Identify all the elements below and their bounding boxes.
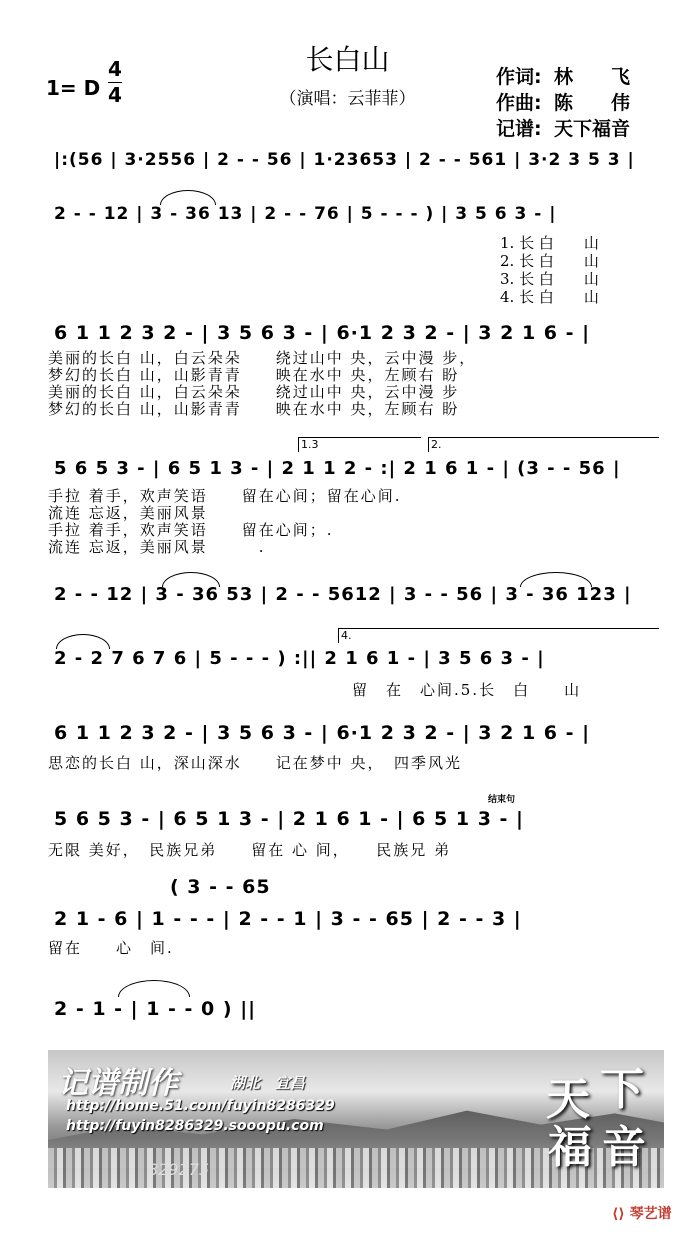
volta-1-3: 1.3 xyxy=(298,437,421,452)
score-row-10: 2 - 1 - | 1 - - 0 ) || xyxy=(54,998,257,1020)
score-row-4: 5 6 5 3 - | 6 5 1 3 - | 2 1 1 2 - :| 2 1 6 1 - | (3 - - 56 | xyxy=(54,458,621,479)
logo-char: 下 xyxy=(600,1064,644,1115)
site-logo-text: 琴艺谱 xyxy=(629,1206,672,1222)
slur-mark xyxy=(160,190,216,205)
tianxia-fuyin-logo xyxy=(542,1064,654,1176)
score-row-7: 6 1 1 2 3 2 - | 3 5 6 3 - | 6·1 2 3 2 - | 3 2 1 6 - | xyxy=(54,722,591,744)
score-row-2: 2 - - 12 | 3 - 36 13 | 2 - - 76 | 5 - - - ) | 3 5 6 3 - | xyxy=(54,204,557,224)
meter-top: 4 xyxy=(108,57,122,81)
lyrics-verse-4: 梦幻的长白 山，山影青青 映在水中 央，左顾右 盼 xyxy=(48,400,460,418)
score-row-9: 2 1 - 6 | 1 - - - | 2 - - 1 | 3 - - 65 | 2 - - 3 | xyxy=(54,908,522,930)
lyrics-chorus-1: 手拉 着手，欢声笑语 留在心间；留在心间. xyxy=(48,487,402,505)
logo-char: 福 xyxy=(548,1122,592,1173)
lyrics-chorus-3: 手拉 着手，欢声笑语 留在心间；. xyxy=(48,521,334,539)
song-title: 长白山 xyxy=(305,43,390,76)
credit-label: 作曲: xyxy=(496,92,542,114)
lyrics-verse-5-line1: 思恋的长白 山，深山深水 记在梦中 央， 四季风光 xyxy=(48,754,463,772)
slur-mark xyxy=(56,634,110,649)
score-row-5: 2 - - 12 | 3 - 36 53 | 2 - - 5612 | 3 - - 56 | 3 - 36 123 | xyxy=(54,584,632,605)
qinyipu-logo-icon: ⟨⟩ xyxy=(612,1206,625,1222)
lyrics-verse-5-intro: 留 在 心间.5.长 白 山 xyxy=(352,681,582,699)
ending-label: 结束句 xyxy=(488,795,516,805)
lyrics-verse-5-line2: 无限 美好， 民族兄弟 留在 心 间， 民族兄 弟 xyxy=(48,841,452,859)
banner-title: 记谱制作 xyxy=(58,1066,178,1101)
lyrics-chorus-2: 流连 忘返，美丽风景 xyxy=(48,504,208,522)
meter-bottom: 4 xyxy=(108,83,122,107)
credit-value: 天下福音 xyxy=(554,118,631,140)
credit-value: 陈 伟 xyxy=(554,92,631,114)
key-signature: 1= D xyxy=(46,76,101,100)
banner-location: 湖北 宜昌 xyxy=(230,1074,306,1092)
score-row-6: 2 - 2 7 6 7 6 | 5 - - - ) :|| 2 1 6 1 - | 3 5 6 3 - | xyxy=(54,648,545,669)
verse-number-1: 1. 长 白 山 xyxy=(500,234,599,252)
verse-number-3: 3. 长 白 山 xyxy=(500,270,599,288)
credit-value: 林 飞 xyxy=(554,66,631,88)
site-logo[interactable] xyxy=(612,1203,672,1223)
score-row-8: 5 6 5 3 - | 6 5 1 3 - | 2 1 6 1 - | 6 5 1 3 - | xyxy=(54,808,524,830)
score-row-1: |:(56 | 3·2556 | 2 - - 56 | 1·23653 | 2 - - 561 | 3·2 3 5 3 | xyxy=(54,150,635,170)
credit-composer xyxy=(496,88,631,115)
credit-transcriber xyxy=(496,114,631,141)
verse-number-4: 4. 长 白 山 xyxy=(500,288,599,306)
lyrics-chorus-4: 流连 忘返，美丽风景 . xyxy=(48,538,266,556)
lyrics-verse-3: 美丽的长白 山，白云朵朵 绕过山中 央，云中漫 步 xyxy=(48,383,460,401)
lyrics-verse-1: 美丽的长白 山，白云朵朵 绕过山中 央，云中漫 步， xyxy=(48,349,477,367)
time-signature xyxy=(108,58,122,107)
logo-char: 天 xyxy=(546,1074,590,1125)
credit-label: 作词: xyxy=(496,66,542,88)
logo-char: 音 xyxy=(602,1122,646,1173)
score-row-3: 6 1 1 2 3 2 - | 3 5 6 3 - | 6·1 2 3 2 - | 3 2 1 6 - | xyxy=(54,322,591,344)
singer-subtitle: （演唱：云菲菲） xyxy=(279,89,416,109)
credit-label: 记谱: xyxy=(496,118,542,140)
watermark-banner xyxy=(48,1050,664,1188)
lyrics-verse-2: 梦幻的长白 山，山影青青 映在水中 央，左顾右 盼 xyxy=(48,366,460,384)
credit-lyricist xyxy=(496,62,631,89)
intro-bracket: ( 3 - - 65 xyxy=(170,876,271,898)
banner-qq: 829275 xyxy=(148,1160,210,1179)
lyrics-final: 留在 心 间. xyxy=(48,939,174,957)
volta-4: 4. xyxy=(338,628,659,643)
banner-url-2: http://fuyin8286329.sooopu.com xyxy=(66,1118,324,1134)
volta-2: 2. xyxy=(428,437,659,452)
verse-number-2: 2. 长 白 山 xyxy=(500,252,599,270)
banner-url-1: http://home.51.com/fuyin8286329 xyxy=(66,1098,335,1114)
slur-mark xyxy=(118,980,190,997)
